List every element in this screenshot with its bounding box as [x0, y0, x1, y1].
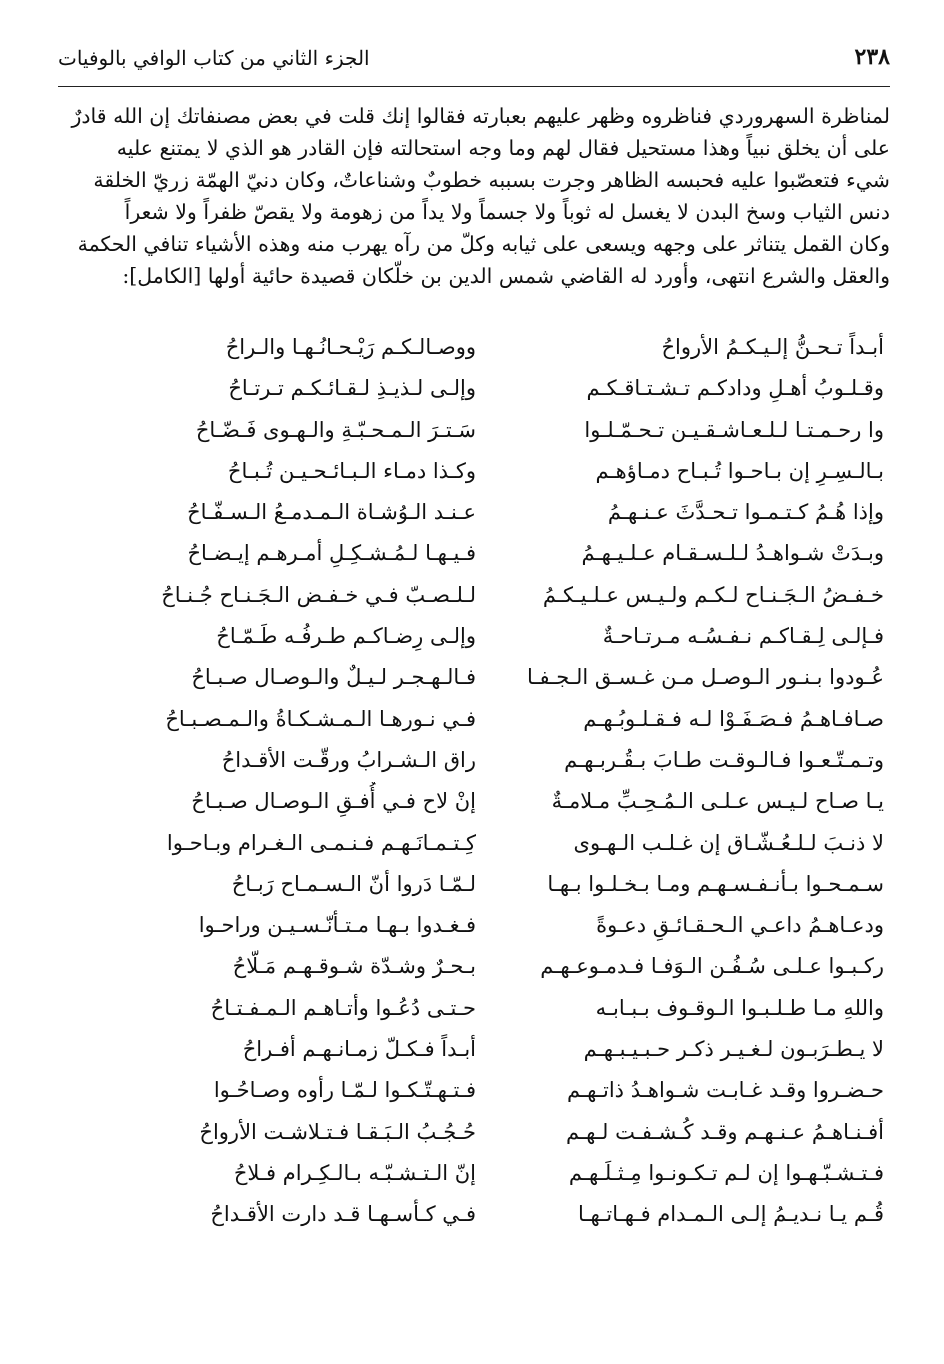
verse-second-hemistich: فـيـهـا لـمُـشـكِـلِ أمـرهـم إيـضـاحُ — [187, 541, 476, 566]
verse-second-hemistich: فـتـهـتّـكـوا لـمّـا رأوه وصـاحُـوا — [213, 1078, 476, 1103]
verse-first-hemistich: صـافـاهـمُ فـصَـفَـوْا لـه فـقـلـوبُـهـم — [583, 706, 884, 731]
prose-line: شيء فتعصّبوا عليه فحبسه الظاهر وجرت بسببه خطوبٌ وشناعاتٌ، وكان دنيّ الهمّة زريّ الخلقة — [93, 168, 890, 192]
verse-second-hemistich: كِـتـمـانَـهـم فـنـمـى الـغـرام وبـاحـوا — [166, 830, 476, 855]
verse — [58, 865, 890, 906]
page-header — [58, 40, 890, 80]
prose-line: دنس الثياب وسخ البدن لا يغسل له ثوباً ولا جسماً ولا يداً من زهومة ولا يقصّ ظفراً ولا شعراً — [124, 200, 890, 224]
verse-second-hemistich: راق الـشـرابُ ورقّـت الأقـداحُ — [221, 747, 476, 772]
verse-first-hemistich: يـا صـاح لـيـس عـلـى الـمُـحِـبِّ مـلامـةٌ — [551, 789, 884, 814]
verse-first-hemistich: خـفـضُ الـجَـنـاح لـكـم ولـيـس عـلـيـكـمُ — [542, 582, 884, 607]
verse-first-hemistich: وقـلـوبُ أهـلِ ودادكـم تـشـتـاقـكـم — [586, 376, 884, 401]
verse — [58, 989, 890, 1030]
verse-second-hemistich: فـالـهـجـر لـيـلٌ والـوصـال صـبـاحُ — [191, 665, 476, 690]
verse-first-hemistich: ركـبـوا عـلـى سُـفُـن الـوَفـا فـدمـوعـهـم — [540, 954, 884, 979]
verse-first-hemistich: لا يـطـرَبـون لـغـيـر ذكـر حـبـيـبـهـم — [583, 1037, 884, 1062]
verse-first-hemistich: أفـنـاهـمُ عـنـهـم وقـد كُـشـفـت لـهـم — [566, 1119, 884, 1144]
verse-first-hemistich: بـالـسِـرِ إن بـاحـوا تُـبـاح دمـاؤهـم — [595, 458, 884, 483]
verse-second-hemistich: سَـتـرَ الـمـحـبّـةِ والـهـوى فَـضّـاحُ — [195, 417, 476, 442]
verse-second-hemistich: وإلـى لـذيـذِ لـقـائـكـم تـرتـاحُ — [228, 376, 476, 401]
header-rule — [58, 86, 890, 87]
verse — [58, 1113, 890, 1154]
verse-second-hemistich: وكـذا دمـاء الـبـائـحـيـن تُـبـاحُ — [227, 458, 476, 483]
verse-second-hemistich: فـي كـأسـهـا قـد دارت الأقـداحُ — [210, 1202, 476, 1227]
verse — [58, 906, 890, 947]
verse-second-hemistich: لـمّـا دَروا أنّ الـسـمـاح رَبـاحُ — [231, 871, 476, 896]
verse — [58, 411, 890, 452]
verse-second-hemistich: حُـجُـبُ الـبَـقـا فـتـلاشـت الأرواحُ — [199, 1119, 476, 1144]
verse-first-hemistich: لا ذنـبَ لـلـعُـشّـاق إن غـلـب الـهـوى — [573, 830, 884, 855]
verse-first-hemistich: ودعـاهـمُ داعـي الـحـقـائـقِ دعـوةً — [596, 913, 884, 938]
verse-second-hemistich: فـي نـورهـا الـمـشـكـاةُ والـمـصـبـاحُ — [165, 706, 476, 731]
prose-line: لمناظرة السهروردي فناظروه وظهر عليهم بعبارته فقالوا إنك قلت في بعض مصنفاتك إن الله قادرٌ — [71, 104, 890, 128]
verse-first-hemistich: فـتـشـبّـهـوا إن لـم تـكـونـوا مِـثـلَـهـم — [568, 1160, 884, 1185]
verse-first-hemistich: حـضـروا وقـد غـابـت شـواهـدُ ذاتـهـم — [567, 1078, 884, 1103]
verse — [58, 369, 890, 410]
verse-second-hemistich: عـنـد الـوُشـاة الـمـدمـعُ الـسـفّـاحُ — [187, 500, 476, 525]
verse-second-hemistich: إنّ الـتـشـبّـه بـالـكِـرام فـلاحُ — [233, 1160, 476, 1185]
verse — [58, 493, 890, 534]
verse-second-hemistich: لـلـصـبّ فـي خـفـض الـجَـنـاح جُـنـاحُ — [161, 582, 476, 607]
verse — [58, 947, 890, 988]
verse-first-hemistich: قُـم يـا نـديـمُ إلـى الـمـدام فـهـاتـهـا — [577, 1202, 884, 1227]
verse-first-hemistich: وإذا هُـمُ كـتـمـوا تـحـدَّثَ عـنـهـمُ — [607, 500, 884, 525]
verse — [58, 617, 890, 658]
verse-second-hemistich: حـتـى دُعُـوا وأتـاهـم الـمـفـتـاحُ — [210, 995, 476, 1020]
verse-first-hemistich: عُـودوا بـنـور الـوصـل مـن غـسـق الـجـفـا — [526, 665, 884, 690]
verse-second-hemistich: أبـداً فـكـلّ زمـانـهـم أفـراحُ — [242, 1037, 476, 1062]
prose-paragraph — [58, 100, 890, 292]
verse-first-hemistich: أبـداً تـحـنُّ إلـيـكـمُ الأرواحُ — [661, 335, 884, 359]
verse — [58, 741, 890, 782]
running-title: الجزء الثاني من كتاب الوافي بالوفيات — [58, 46, 370, 70]
verse — [58, 824, 890, 865]
verse — [58, 1154, 890, 1195]
verse — [58, 1195, 890, 1236]
verse — [58, 1030, 890, 1071]
verse-second-hemistich: بـحـرٌ وشـدّة شـوقـهـم مَـلّاحُ — [232, 954, 476, 979]
verse-first-hemistich: سـمـحـوا بـأنـفـسـهـم ومـا بـخـلـوا بـهـا — [547, 871, 884, 896]
verse — [58, 700, 890, 741]
verse-first-hemistich: فـإلـى لِـقـاكـم نـفـسُـه مـرتـاحـةٌ — [602, 624, 884, 649]
verse-second-hemistich: وإلـى رِضـاكـم طـرفُـه طَـمّـاحُ — [216, 624, 476, 649]
verse — [58, 452, 890, 493]
verse — [58, 1071, 890, 1112]
verse-first-hemistich: وبـدَتْ شـواهـدُ لـلـسـقـام عـلـيـهـمُ — [581, 541, 884, 566]
verse — [58, 658, 890, 699]
prose-line: على أن يخلق نبياً وهذا مستحيل فقال لهم وما وجه استحالته فإن القادر هو الذي لا يمتنع عليه — [116, 136, 890, 160]
verse — [58, 576, 890, 617]
prose-line: وكان القمل يتناثر على وجهه ويسعى على ثيابه وكلّ من رآه يهرب منه وهذه الأشياء تنافي الحكمة — [77, 232, 890, 256]
verse — [58, 782, 890, 823]
verse-second-hemistich: ووصـالـكـم رَيْـحـانُـهـا والـراحُ — [225, 335, 476, 359]
verse — [58, 534, 890, 575]
prose-line: والعقل والشرع انتهى، وأورد له القاضي شمس الدين بن خلّكان قصيدة حائية أولها [الكامل]: — [122, 264, 890, 288]
verse-first-hemistich: وتـمـتّـعـوا فـالـوقـت طـابَ بـقُـربـهـم — [564, 747, 884, 772]
verse-first-hemistich: واللهِ مـا طـلـبـوا الـوقـوف بـبـابـه — [595, 995, 884, 1020]
verse — [58, 328, 890, 369]
verse-second-hemistich: فـغـدوا بـهـا مـتـأنّـسـيـن وراحـوا — [198, 913, 476, 938]
verse-second-hemistich: إنْ لاح فـي أُفـقِ الـوصـال صـبـاحُ — [191, 789, 476, 814]
verse-first-hemistich: وا رحـمـتـا لـلـعـاشـقـيـن تـحـمّـلـوا — [584, 417, 884, 442]
poem-verses — [58, 328, 890, 1237]
page-number: ٢٣٨ — [854, 44, 890, 70]
